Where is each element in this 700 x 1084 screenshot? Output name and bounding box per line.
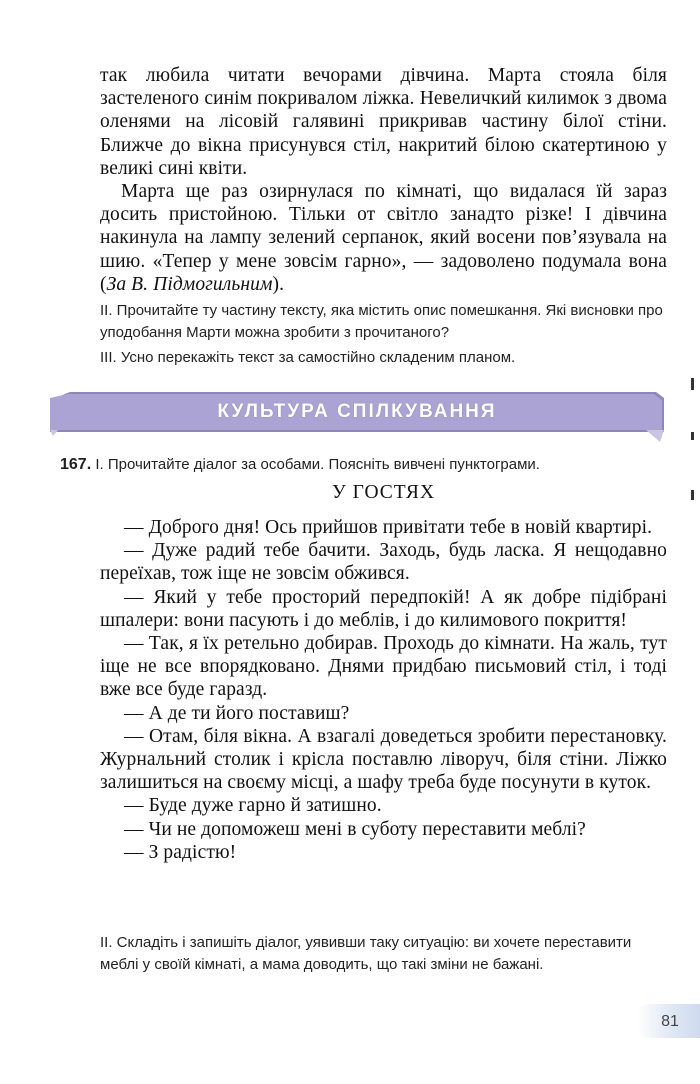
exercise-task-2: ІІ. Складіть і запишіть діалог, уявивши таку ситуацію: ви хочете переставити меблі у своїй кімнаті, а мама доводить, що такі зміни не бажані.	[100, 934, 632, 973]
paragraph-room-description: так любила читати вечорами дівчина. Марта стояла біля застеленого синім покривалом ліжка. Невеличкий килимок з двома оленями на лісовій галявині прикривав частину білої стіни. Ближче до вікна присунувся стіл, накритий білою скатертиною у великі сині квіти.	[100, 65, 667, 179]
section-banner	[50, 392, 664, 432]
exercise-number: 167.	[60, 456, 92, 473]
binding-edge-mark	[691, 490, 694, 500]
dialogue	[100, 516, 667, 864]
exercise-instruction: І. Прочитайте діалог за особами. Поясніть вивчені пунктограми.	[95, 456, 540, 473]
dialogue-line: — Так, я їх ретельно добирав. Проходь до кімнати. На жаль, тут іще не все впорядковано. Днями придбаю письмовий стіл, і тоді вже все буде гаразд.	[100, 633, 667, 701]
page-number: 81	[661, 1013, 679, 1030]
dialogue-line: — Який у тебе просторий передпокій! А як добре підібрані шпалери: вони пасують і до меблів, і до килимового покриття!	[100, 586, 667, 631]
paragraph-lamp	[100, 180, 667, 296]
dialogue-line: — З радістю!	[124, 841, 237, 863]
dialogue-line: — А де ти його поставиш?	[124, 702, 350, 724]
dialogue-line: — Отам, біля вікна. А взагалі доведеться зробити перестановку. Журнальний столик і крісла поставлю ліворуч, біля стіни. Ліжко залишиться на своєму місці, а шафу треба буде посунути в куток.	[100, 725, 667, 794]
dialogue-line: — Дуже радий тебе бачити. Заходь, будь ласка. Я нещодавно переїхав, тож іще не зовсім обжився.	[100, 540, 667, 585]
source-attribution: За В. Підмогильним	[106, 273, 273, 295]
task-3-instruction: ІІІ. Усно перекажіть текст за самостійно складеним планом.	[100, 349, 516, 366]
exercise-header	[60, 454, 667, 476]
dialogue-title: У ГОСТЯХ	[331, 482, 436, 503]
dialogue-line: — Буде дуже гарно й затишно.	[124, 795, 382, 817]
paragraph-lamp-end: ).	[272, 273, 285, 295]
dialogue-line: — Доброго дня! Ось прийшов привітати тебе в новій квартирі.	[124, 517, 653, 538]
dialogue-line: — Чи не допоможеш мені в суботу переставити меблі?	[124, 818, 586, 840]
reading-text-continuation	[100, 64, 667, 296]
binding-edge-mark	[691, 378, 694, 390]
task-2-instruction: ІІ. Прочитайте ту частину тексту, яка містить опис помешкання. Які висновки про уподобання Марти можна зробити з прочитаного?	[100, 302, 663, 341]
paragraph-lamp-text: Марта ще раз озирнулася по кімнаті, що видалася їй зараз досить пристойною. Тільки от світло занадто різке! І дівчина накинула на лампу зелений серпанок, який восени пов’язувала на шию. «Тепер у мене зовсім гарно», — задоволено подумала вона (	[100, 181, 667, 295]
section-banner-title: КУЛЬТУРА СПІЛКУВАННЯ	[217, 401, 497, 422]
binding-edge-mark	[691, 432, 694, 440]
